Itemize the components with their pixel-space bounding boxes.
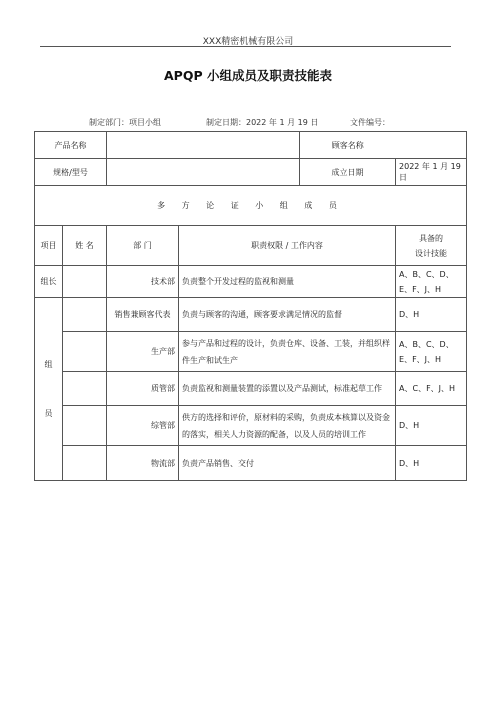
company-header: XXX精密机械有限公司 bbox=[202, 37, 294, 47]
leader-skill: A、B、C、D、E、F、J、H bbox=[396, 266, 467, 298]
member-duty: 负责与顾客的沟通，顾客要求满足情况的监督 bbox=[179, 298, 396, 332]
member-duty: 负责监视和测量装置的添置以及产品测试，标准起草工作 bbox=[179, 372, 396, 406]
customer-name-label: 顾客名称 bbox=[300, 132, 396, 159]
meta-file-number: 文件编号： bbox=[350, 118, 390, 127]
table-row bbox=[35, 406, 467, 446]
col-header-dept: 部 门 bbox=[107, 226, 179, 266]
product-name-label: 产品名称 bbox=[35, 132, 107, 159]
product-name-value[interactable] bbox=[107, 132, 300, 159]
col-header-skill-line2: 设计技能 bbox=[415, 248, 448, 258]
spec-model-label: 规格/型号 bbox=[35, 159, 107, 186]
member-dept: 质管部 bbox=[107, 372, 179, 406]
member-dept: 销售兼顾客代表 bbox=[107, 298, 179, 332]
meta-date-value: 2022 年 1 月 19 日 bbox=[246, 118, 319, 127]
member-name[interactable] bbox=[63, 406, 107, 446]
col-header-duty: 职责权限 / 工作内容 bbox=[179, 226, 396, 266]
established-date-label bbox=[300, 159, 396, 186]
document-title: APQP 小组成员及职责技能表 bbox=[164, 68, 332, 83]
col-header-name: 姓 名 bbox=[63, 226, 107, 266]
table-row bbox=[35, 332, 467, 372]
group-label-char1: 组 bbox=[44, 360, 53, 369]
col-header-skill bbox=[396, 226, 467, 266]
spec-model-value[interactable] bbox=[107, 159, 300, 186]
member-name[interactable] bbox=[63, 446, 107, 481]
established-date-label-text: 成立日期 bbox=[331, 167, 364, 177]
group-label-char2: 员 bbox=[44, 409, 53, 418]
member-dept: 物流部 bbox=[107, 446, 179, 481]
col-header-skill-line1: 具备的 bbox=[419, 233, 444, 243]
leader-name[interactable] bbox=[63, 266, 107, 298]
table-row bbox=[35, 266, 467, 298]
section-title: 多 方 论 证 小 组 成 员 bbox=[35, 186, 467, 226]
leader-dept: 技术部 bbox=[107, 266, 179, 298]
member-dept: 生产部 bbox=[107, 332, 179, 372]
group-members-label bbox=[35, 298, 63, 481]
member-name[interactable] bbox=[63, 372, 107, 406]
meta-date-label: 制定日期： bbox=[206, 118, 246, 127]
meta-date bbox=[206, 117, 318, 128]
table-row bbox=[35, 372, 467, 406]
member-skill: D、H bbox=[396, 298, 467, 332]
info-row-spec bbox=[35, 159, 467, 186]
header-divider bbox=[40, 46, 451, 47]
table-row bbox=[35, 298, 467, 332]
leader-duty: 负责整个开发过程的监视和测量 bbox=[179, 266, 396, 298]
member-duty: 负责产品销售、交付 bbox=[179, 446, 396, 481]
established-date-value[interactable] bbox=[396, 159, 467, 186]
table-row bbox=[35, 446, 467, 481]
member-skill: A、B、C、D、E、F、J、H bbox=[396, 332, 467, 372]
member-dept: 综管部 bbox=[107, 406, 179, 446]
section-title-row bbox=[35, 186, 467, 226]
member-name[interactable] bbox=[63, 332, 107, 372]
group-label-gap bbox=[38, 370, 59, 408]
member-skill: D、H bbox=[396, 406, 467, 446]
member-skill: D、H bbox=[396, 446, 467, 481]
member-duty: 参与产品和过程的设计，负责仓库、设备、工装，并组织样件生产和试生产 bbox=[179, 332, 396, 372]
column-header-row bbox=[35, 226, 467, 266]
apqp-team-table bbox=[34, 131, 467, 481]
member-duty: 供方的选择和评价，原材料的采购，负责成本核算以及资金的落实，相关人力资源的配备，以及人员的培训工作 bbox=[179, 406, 396, 446]
member-name[interactable] bbox=[63, 298, 107, 332]
info-row-product bbox=[35, 132, 467, 159]
customer-name-value[interactable] bbox=[396, 132, 467, 159]
col-header-item: 项目 bbox=[35, 226, 63, 266]
leader-item: 组长 bbox=[35, 266, 63, 298]
member-skill: A、C、F、J、H bbox=[396, 372, 467, 406]
established-date-value-text: 2022 年 1 月 19 日 bbox=[399, 162, 461, 182]
meta-dept: 制定部门：项目小组 bbox=[89, 118, 161, 127]
